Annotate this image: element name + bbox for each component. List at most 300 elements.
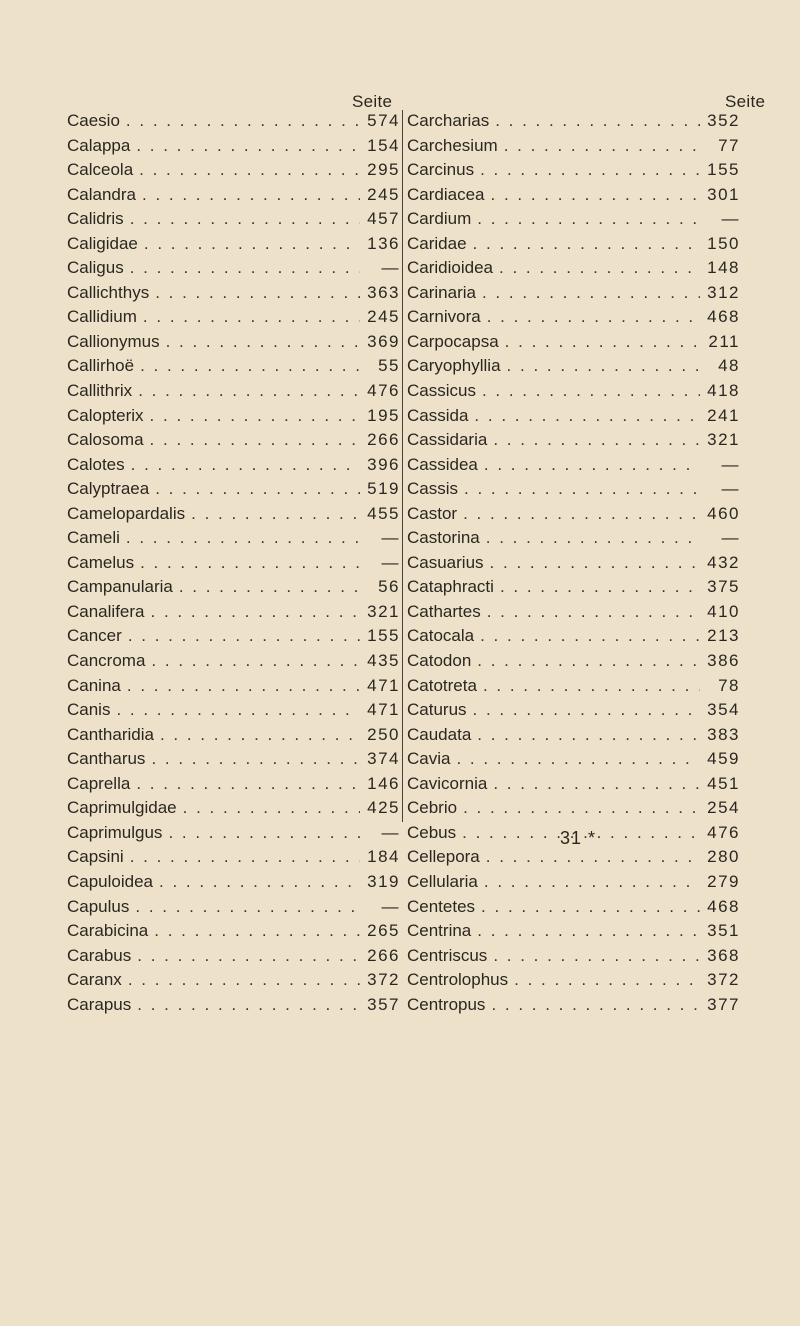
index-entry — [67, 919, 400, 944]
index-entry — [407, 281, 740, 306]
dot-leader — [138, 232, 360, 257]
entry-page-number: 254 — [707, 798, 740, 818]
entry-name: Caesio — [67, 111, 120, 130]
entry-name: Castor — [407, 503, 458, 523]
dot-leader — [160, 330, 360, 355]
entry-page-number: 363 — [367, 282, 400, 302]
entry-page-number: 312 — [707, 282, 740, 302]
dot-leader — [457, 502, 700, 527]
entry-page-number: 154 — [367, 135, 400, 155]
index-entry — [67, 600, 400, 625]
index-entry — [67, 870, 400, 895]
entry-name: Calotes — [67, 454, 125, 474]
index-entry — [407, 526, 740, 551]
index-entry — [407, 551, 740, 576]
entry-page-number: 574 — [367, 111, 400, 130]
entry-page-number: 279 — [707, 871, 740, 891]
index-entry — [67, 305, 400, 330]
index-entry — [407, 477, 740, 502]
entry-name: Cellepora — [407, 847, 480, 867]
index-entry — [67, 158, 400, 183]
dot-leader — [487, 428, 700, 453]
dot-leader — [148, 919, 360, 944]
index-entry — [67, 993, 400, 1018]
entry-page-number: 321 — [707, 430, 740, 450]
entry-name: Caturus — [407, 700, 467, 720]
entry-page-number: — — [381, 258, 400, 278]
entry-name: Capsini — [67, 847, 124, 867]
index-entry — [407, 428, 740, 453]
entry-name: Canis — [67, 700, 111, 720]
index-entry — [67, 379, 400, 404]
dot-leader — [134, 551, 360, 576]
entry-name: Calosoma — [67, 430, 144, 450]
index-entry — [407, 895, 740, 920]
dot-leader — [471, 207, 700, 232]
entry-name: Campanularia — [67, 577, 173, 597]
entry-name: Cellularia — [407, 871, 478, 891]
entry-name: Caprella — [67, 773, 131, 793]
entry-page-number: 195 — [367, 405, 400, 425]
entry-page-number: 280 — [707, 847, 740, 867]
dot-leader — [478, 870, 700, 895]
entry-page-number: — — [381, 896, 400, 916]
entry-page-number: 245 — [367, 307, 400, 327]
entry-page-number: 321 — [367, 601, 400, 621]
index-entry — [407, 158, 740, 183]
index-entry — [67, 330, 400, 355]
entry-page-number: — — [721, 528, 740, 548]
dot-leader — [144, 404, 360, 429]
entry-page-number: 476 — [707, 822, 740, 842]
entry-page-number: 357 — [367, 994, 400, 1014]
entry-name: Callichthys — [67, 282, 150, 302]
column-divider — [402, 110, 403, 822]
dot-leader — [129, 895, 360, 920]
entry-page-number: 457 — [367, 209, 400, 229]
dot-leader — [130, 772, 360, 797]
index-entry — [407, 993, 740, 1018]
dot-leader — [474, 624, 700, 649]
entry-name: Callirhoë — [67, 356, 135, 376]
index-entry — [67, 183, 400, 208]
entry-name: Calopterix — [67, 405, 144, 425]
dot-leader — [144, 428, 360, 453]
index-entry — [407, 674, 740, 699]
dot-leader — [185, 502, 360, 527]
dot-leader — [131, 944, 360, 969]
entry-page-number: — — [381, 552, 400, 572]
entry-name: Carabus — [67, 945, 132, 965]
index-entry — [67, 698, 400, 723]
dot-leader — [468, 404, 700, 429]
dot-leader — [474, 158, 700, 183]
dot-leader — [484, 551, 700, 576]
entry-name: Caridioidea — [407, 258, 493, 278]
entry-name: Carpocapsa — [407, 331, 499, 351]
dot-leader — [133, 158, 360, 183]
index-entry — [67, 551, 400, 576]
dot-leader — [120, 109, 360, 134]
index-entry — [67, 575, 400, 600]
entry-name: Cebus — [407, 822, 457, 842]
entry-page-number: 432 — [707, 552, 740, 572]
entry-page-number: 146 — [367, 773, 400, 793]
entry-name: Carinaria — [407, 282, 476, 302]
dot-leader — [467, 232, 700, 257]
entry-name: Capuloidea — [67, 871, 154, 891]
index-column-left — [67, 109, 400, 1017]
entry-name: Cassicus — [407, 381, 476, 401]
entry-page-number: 476 — [367, 381, 400, 401]
index-column-right — [407, 109, 740, 1017]
entry-name: Carcharias — [407, 111, 490, 130]
entry-page-number: 383 — [707, 724, 740, 744]
dot-leader — [162, 821, 360, 846]
page-column-heading-right: Seite — [725, 92, 766, 111]
entry-page-number: 468 — [707, 896, 740, 916]
index-entry — [67, 723, 400, 748]
index-entry — [407, 870, 740, 895]
index-entry — [67, 502, 400, 527]
index-entry — [407, 134, 740, 159]
entry-name: Capulus — [67, 896, 130, 916]
dot-leader — [177, 796, 360, 821]
entry-page-number: 377 — [707, 994, 740, 1014]
index-entry — [67, 109, 400, 134]
entry-name: Calappa — [67, 135, 131, 155]
index-entry — [67, 796, 400, 821]
index-entry — [67, 944, 400, 969]
entry-page-number: 352 — [707, 111, 740, 130]
entry-page-number: 351 — [707, 921, 740, 941]
index-entry — [407, 256, 740, 281]
index-entry — [67, 134, 400, 159]
entry-page-number: 471 — [367, 675, 400, 695]
index-entry — [407, 232, 740, 257]
entry-name: Cassida — [407, 405, 469, 425]
entry-page-number: 459 — [707, 749, 740, 769]
entry-page-number: — — [721, 209, 740, 229]
entry-name: Centrolophus — [407, 970, 509, 990]
entry-name: Centriscus — [407, 945, 488, 965]
entry-name: Cantharidia — [67, 724, 154, 744]
dot-leader — [145, 747, 360, 772]
index-entry — [67, 232, 400, 257]
entry-page-number: 48 — [718, 356, 740, 376]
entry-page-number: 369 — [367, 331, 400, 351]
index-entry — [407, 944, 740, 969]
entry-page-number: 295 — [367, 160, 400, 180]
dot-leader — [485, 993, 700, 1018]
index-entry — [407, 698, 740, 723]
dot-leader — [487, 772, 700, 797]
index-entry — [407, 379, 740, 404]
dot-leader — [457, 796, 700, 821]
entry-name: Cataphracti — [407, 577, 494, 597]
entry-page-number: 55 — [378, 356, 400, 376]
index-entry — [407, 919, 740, 944]
index-entry — [67, 453, 400, 478]
entry-name: Carnivora — [407, 307, 481, 327]
dot-leader — [154, 723, 360, 748]
index-entry — [67, 821, 400, 846]
entry-name: Camelopardalis — [67, 503, 186, 523]
entry-name: Caridae — [407, 233, 467, 253]
entry-name: Cassidaria — [407, 430, 488, 450]
dot-leader — [485, 183, 701, 208]
index-entry — [407, 404, 740, 429]
index-entry — [67, 354, 400, 379]
index-entry — [407, 183, 740, 208]
index-entry — [407, 207, 740, 232]
dot-leader — [136, 183, 360, 208]
index-entry — [407, 845, 740, 870]
index-entry — [67, 256, 400, 281]
entry-name: Cavia — [407, 749, 451, 769]
index-entry — [67, 674, 400, 699]
entry-name: Catocala — [407, 626, 475, 646]
index-entry — [407, 575, 740, 600]
entry-page-number: 241 — [707, 405, 740, 425]
dot-leader — [476, 281, 700, 306]
dot-leader — [122, 968, 360, 993]
entry-name: Cancer — [67, 626, 122, 646]
index-entry — [67, 772, 400, 797]
dot-leader — [478, 453, 700, 478]
index-entry — [407, 624, 740, 649]
index-entry — [407, 600, 740, 625]
entry-page-number: 245 — [367, 184, 400, 204]
entry-name: Calidris — [67, 209, 124, 229]
dot-leader — [481, 305, 700, 330]
entry-name: Caligus — [67, 258, 124, 278]
dot-leader — [476, 379, 700, 404]
entry-name: Cebrio — [407, 798, 458, 818]
entry-page-number: 56 — [378, 577, 400, 597]
entry-page-number: 410 — [707, 601, 740, 621]
index-entry — [407, 796, 740, 821]
dot-leader — [467, 698, 700, 723]
index-entry — [67, 747, 400, 772]
entry-name: Calandra — [67, 184, 136, 204]
entry-page-number: 266 — [367, 945, 400, 965]
entry-name: Cancroma — [67, 651, 146, 671]
dot-leader — [120, 526, 360, 551]
dot-leader — [450, 747, 700, 772]
index-entry — [67, 477, 400, 502]
entry-page-number: 77 — [718, 135, 740, 155]
dot-leader — [489, 109, 700, 134]
entry-name: Catodon — [407, 651, 472, 671]
dot-leader — [124, 256, 360, 281]
entry-name: Casuarius — [407, 552, 484, 572]
index-entry — [407, 968, 740, 993]
entry-page-number: 451 — [707, 773, 740, 793]
entry-page-number: 368 — [707, 945, 740, 965]
entry-page-number: — — [721, 479, 740, 499]
entry-name: Carchesium — [407, 135, 498, 155]
index-entry — [67, 845, 400, 870]
dot-leader — [471, 723, 700, 748]
dot-leader — [149, 281, 360, 306]
entry-name: Catotreta — [407, 675, 477, 695]
entry-name: Carapus — [67, 994, 132, 1014]
entry-page-number: 460 — [707, 503, 740, 523]
dot-leader — [145, 649, 360, 674]
dot-leader — [481, 600, 700, 625]
entry-page-number: 155 — [707, 160, 740, 180]
entry-name: Cassidea — [407, 454, 478, 474]
entry-page-number: 211 — [708, 331, 740, 351]
index-entry — [407, 453, 740, 478]
entry-page-number: 374 — [367, 749, 400, 769]
index-entry — [67, 624, 400, 649]
entry-page-number: 78 — [718, 675, 740, 695]
entry-name: Callithrix — [67, 381, 133, 401]
dot-leader — [132, 379, 360, 404]
entry-page-number: 386 — [707, 651, 740, 671]
entry-page-number: 266 — [367, 430, 400, 450]
index-entry — [407, 109, 740, 134]
index-entry — [407, 354, 740, 379]
entry-name: Calceola — [67, 160, 134, 180]
index-entry — [67, 207, 400, 232]
entry-page-number: 301 — [707, 184, 740, 204]
entry-name: Carabicina — [67, 921, 149, 941]
dot-leader — [134, 354, 360, 379]
index-entry — [407, 305, 740, 330]
dot-leader — [131, 993, 360, 1018]
entry-page-number: 213 — [707, 626, 740, 646]
dot-leader — [471, 919, 700, 944]
index-entry — [407, 330, 740, 355]
entry-name: Calyptraea — [67, 479, 150, 499]
signature-mark: 31 * — [560, 828, 597, 848]
entry-name: Caprimulgus — [67, 822, 163, 842]
entry-name: Cardium — [407, 209, 472, 229]
index-entry — [67, 895, 400, 920]
entry-name: Cantharus — [67, 749, 146, 769]
entry-name: Caryophyllia — [407, 356, 501, 376]
dot-leader — [480, 526, 700, 551]
dot-leader — [130, 134, 360, 159]
entry-page-number: 418 — [707, 381, 740, 401]
entry-name: Centetes — [407, 896, 476, 916]
dot-leader — [124, 207, 360, 232]
entry-name: Callionymus — [67, 331, 160, 351]
entry-page-number: 375 — [707, 577, 740, 597]
entry-page-number: 319 — [367, 871, 400, 891]
dot-leader — [110, 698, 360, 723]
dot-leader — [153, 870, 360, 895]
dot-leader — [501, 354, 700, 379]
dot-leader — [508, 968, 700, 993]
entry-page-number: 184 — [367, 847, 400, 867]
entry-page-number: 250 — [367, 724, 400, 744]
dot-leader — [149, 477, 360, 502]
entry-name: Canina — [67, 675, 121, 695]
entry-page-number: 265 — [367, 921, 400, 941]
entry-page-number: 372 — [367, 970, 400, 990]
entry-page-number: — — [381, 822, 400, 842]
dot-leader — [121, 674, 360, 699]
entry-name: Caranx — [67, 970, 122, 990]
entry-page-number: — — [381, 528, 400, 548]
index-entry — [407, 723, 740, 748]
dot-leader — [125, 453, 360, 478]
dot-leader — [494, 575, 700, 600]
entry-page-number: 155 — [367, 626, 400, 646]
index-entry — [407, 502, 740, 527]
entry-name: Cathartes — [407, 601, 481, 621]
entry-page-number: 136 — [367, 233, 400, 253]
entry-name: Caudata — [407, 724, 472, 744]
entry-page-number: 519 — [367, 479, 400, 499]
dot-leader — [173, 575, 360, 600]
dot-leader — [471, 649, 700, 674]
dot-leader — [493, 256, 700, 281]
index-entry — [67, 281, 400, 306]
entry-name: Centropus — [407, 994, 486, 1014]
entry-page-number: 148 — [707, 258, 740, 278]
index-entry — [67, 404, 400, 429]
entry-page-number: 354 — [707, 700, 740, 720]
entry-page-number: 435 — [367, 651, 400, 671]
index-entry — [67, 968, 400, 993]
dot-leader — [124, 845, 360, 870]
index-entry — [407, 772, 740, 797]
entry-page-number: 468 — [707, 307, 740, 327]
dot-leader — [145, 600, 361, 625]
dot-leader — [458, 477, 700, 502]
entry-name: Castorina — [407, 528, 480, 548]
index-entry — [407, 649, 740, 674]
dot-leader — [487, 944, 700, 969]
dot-leader — [499, 330, 700, 355]
dot-leader — [137, 305, 360, 330]
entry-page-number: 150 — [707, 233, 740, 253]
dot-leader — [477, 674, 700, 699]
entry-page-number: 396 — [367, 454, 400, 474]
entry-name: Caprimulgidae — [67, 798, 177, 818]
entry-name: Cardiacea — [407, 184, 485, 204]
entry-name: Carcinus — [407, 160, 475, 180]
entry-page-number: 471 — [367, 700, 400, 720]
dot-leader — [498, 134, 700, 159]
entry-name: Cameli — [67, 528, 120, 548]
index-entry — [67, 526, 400, 551]
page-column-heading-left: Seite — [352, 92, 393, 111]
entry-page-number: 455 — [367, 503, 400, 523]
index-entry — [67, 649, 400, 674]
entry-name: Cassis — [407, 479, 459, 499]
entry-name: Callidium — [67, 307, 137, 327]
entry-name: Canalifera — [67, 601, 145, 621]
entry-name: Cavicornia — [407, 773, 488, 793]
entry-name: Caligidae — [67, 233, 138, 253]
index-entry — [407, 747, 740, 772]
entry-page-number: 425 — [367, 798, 400, 818]
dot-leader — [475, 895, 700, 920]
dot-leader — [480, 845, 700, 870]
entry-name: Camelus — [67, 552, 135, 572]
entry-page-number: 372 — [707, 970, 740, 990]
dot-leader — [122, 624, 360, 649]
entry-page-number: — — [721, 454, 740, 474]
index-entry — [67, 428, 400, 453]
entry-name: Centrina — [407, 921, 472, 941]
